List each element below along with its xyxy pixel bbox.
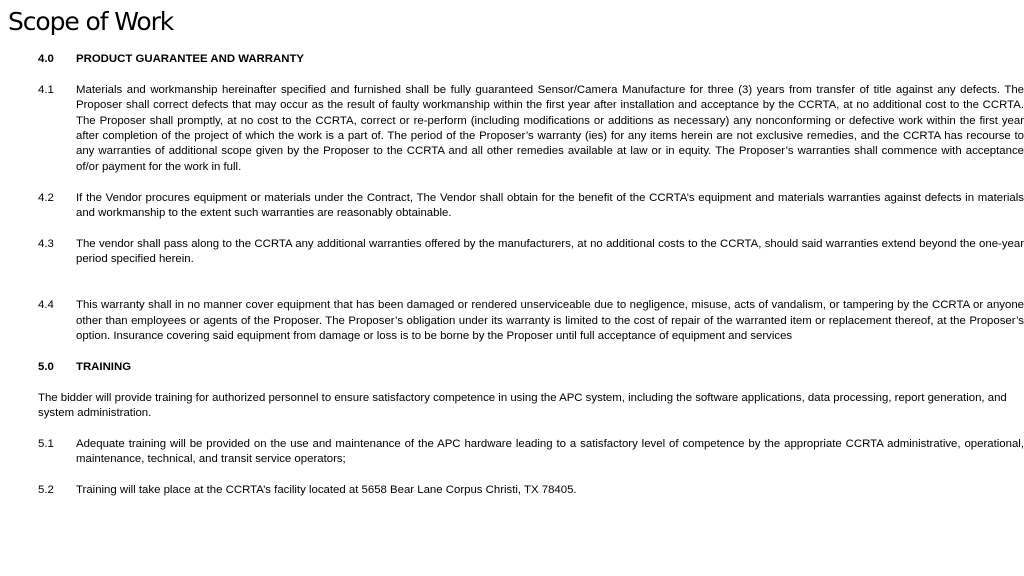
clause-text: This warranty shall in no manner cover equipment that has been damaged or rendered unserviceable due to negligence, misuse, acts of vandalism, or tampering by the CCRTA or anyone other than employees or agents of the Proposer. The Proposer’s obligation under its warranty is limited to the cost of repair of the warranted item or replacement thereof, at the Proposer’s option. Insurance covering said equipment from damage or loss is to be borne by the Proposer until full acceptance of equipment and services bbox=[76, 299, 1024, 343]
clause-5-2 bbox=[38, 483, 1024, 498]
clause-text: Materials and workmanship hereinafter specified and furnished shall be fully guaranteed Sensor/Camera Manufacture for three (3) years from transfer of title against any defects. The Proposer shall correct defects that may occur as the result of faulty workmanship within the first year after installation and acceptance by the CCRTA, at no additional cost to the CCRTA. The Proposer shall promptly, at no cost to the CCRTA, correct or re-perform (including modifications or additions as necessary) any nonconforming or defective work within the first year after completion of the project of which the work is a part of. The period of the Proposer’s warranty (ies) for any items herein are not exclusive remedies, and the CCRTA has recourse to any warranties of additional scope given by the Proposer to the CCRTA and all other remedies available at law or in equity. The Proposer’s warranties shall commence with acceptance of/or payment for the work in full. bbox=[76, 83, 1024, 173]
clause-4-4 bbox=[38, 298, 1024, 344]
clause-4-3 bbox=[38, 237, 1024, 268]
section-heading-text: PRODUCT GUARANTEE AND WARRANTY bbox=[76, 53, 305, 65]
page-title: Scope of Work bbox=[8, 7, 174, 36]
clause-text: Training will take place at the CCRTA’s facility located at 5658 Bear Lane Corpus Christi, TX 78405. bbox=[76, 484, 577, 497]
clause-number: 4.4 bbox=[38, 299, 54, 312]
training-intro-paragraph: The bidder will provide training for authorized personnel to ensure satisfactory competence in using the APC system, including the software applications, data processing, report generation, and system administration. bbox=[38, 391, 1007, 420]
section-heading-text: TRAINING bbox=[76, 361, 132, 374]
clause-number: 4.3 bbox=[38, 237, 54, 250]
clause-number: 4.1 bbox=[38, 83, 54, 96]
clause-text: Adequate training will be provided on the use and maintenance of the APC hardware leading to a satisfactory level of competence by the appropriate CCRTA administrative, operational, maintenance, technical, and transit service operators; bbox=[76, 438, 1024, 466]
section-4-0-heading bbox=[38, 52, 1024, 67]
clause-text: The vendor shall pass along to the CCRTA any additional warranties offered by the manufacturers, at no additional costs to the CCRTA, should said warranties extend beyond the one-year period specified herein. bbox=[76, 237, 1024, 266]
clause-5-1 bbox=[38, 437, 1024, 468]
clause-number: 4.2 bbox=[38, 191, 54, 204]
clause-number: 5.1 bbox=[38, 438, 54, 451]
clause-4-1 bbox=[38, 83, 1024, 175]
section-5-0-heading bbox=[38, 360, 1024, 375]
clause-number: 5.2 bbox=[38, 484, 54, 497]
document-body bbox=[38, 52, 1024, 499]
section-number: 4.0 bbox=[38, 53, 54, 65]
clause-text: If the Vendor procures equipment or materials under the Contract, The Vendor shall obtain for the benefit of the CCRTA’s equipment and materials warranties against defects in materials and workmanship to the extent such warranties are reasonably obtainable. bbox=[76, 191, 1024, 220]
section-number: 5.0 bbox=[38, 361, 54, 374]
clause-4-2 bbox=[38, 191, 1024, 222]
